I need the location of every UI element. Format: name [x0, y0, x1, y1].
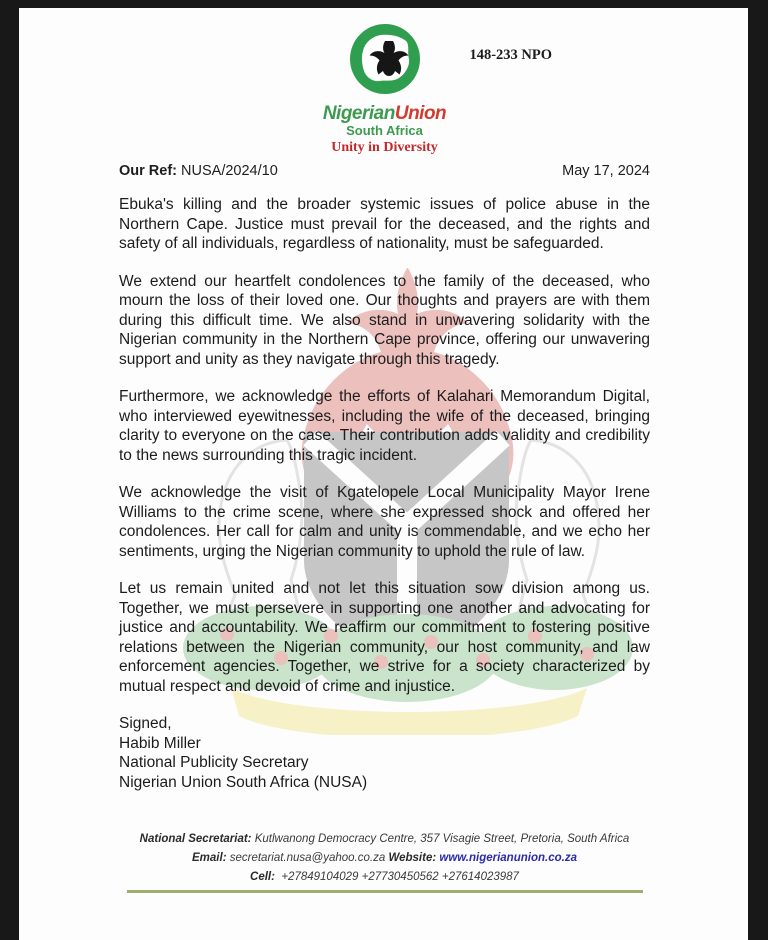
- footer-rule: [127, 890, 643, 893]
- website-url: www.nigerianunion.co.za: [439, 852, 577, 864]
- cell-line: Cell: +27849104029 +27730450562 +27614023987: [250, 871, 519, 883]
- signatory-title: National Publicity Secretary: [119, 754, 309, 771]
- letterhead: [119, 8, 650, 155]
- paragraph-1: Ebuka's killing and the broader systemic issues of police abuse in the Northern Cape. Justice must prevail for the deceased, and the rights and safety of all individuals, regardless of nationality, must be safeguarded.: [119, 196, 650, 252]
- nusa-logo-emblem: [349, 23, 421, 95]
- signatory-name: Habib Miller: [119, 734, 201, 752]
- npo-number: 148-233 NPO: [469, 47, 552, 63]
- letter-footer: [119, 830, 650, 893]
- org-motto: Unity in Diversity: [331, 140, 438, 155]
- email-address: secretariat.nusa@yahoo.co.za: [229, 852, 386, 864]
- paragraph-3: Furthermore, we acknowledge the efforts of Kalahari Memorandum Digital, who interviewed eyewitnesses, including the wife of the deceased, bringing clarity to everyone on the case. Their contribution adds validity and credibility to the news surrounding this tragic incident.: [119, 388, 650, 464]
- our-ref: Our Ref: NUSA/2024/10: [119, 163, 278, 179]
- secretariat-line: National Secretariat: Kutlwanong Democracy Centre, 357 Visagie Street, Pretoria, South Africa: [139, 833, 630, 845]
- letter-page: [19, 8, 748, 940]
- signature-block: [119, 714, 650, 792]
- letter-body: [119, 195, 650, 696]
- paragraph-5: Let us remain united and not let this situation sow division among us. Together, we must persevere in supporting one another and advocating for justice and accountability. We reaffirm our commitment to fostering positive relations between the Nigerian community, our host community, and law enforcement agencies. Together, we strive for a society characterized by mutual respect and devoid of crime and injustice.: [119, 580, 650, 695]
- reference-row: [119, 163, 650, 179]
- paragraph-2: We extend our heartfelt condolences to the family of the deceased, who mourn the loss of their loved one. Our thoughts and prayers are with them during this difficult time. We also stand in unwavering solidarity with the Nigerian community in the Northern Cape province, offering our unwavering support and unity as they navigate through this tragedy.: [119, 272, 650, 368]
- org-subtitle: South Africa: [346, 123, 423, 138]
- signatory-org: Nigerian Union South Africa (NUSA): [119, 773, 368, 791]
- paragraph-4: We acknowledge the visit of Kgatelopele Local Municipality Mayor Irene Williams to the crime scene, where she expressed shock and offered her condolences. Her call for calm and unity is commendable, and we echo her sentiments, urging the Nigerian community to uphold the rule of law.: [119, 484, 650, 560]
- letter-date: May 17, 2024: [562, 163, 650, 179]
- org-name: NigerianUnion: [322, 103, 447, 124]
- contact-line: Email: secretariat.nusa@yahoo.co.za Website: www.nigerianunion.co.za: [192, 852, 577, 864]
- signed-label: Signed,: [119, 715, 172, 732]
- phone-numbers: +27849104029 +27730450562 +27614023987: [281, 871, 519, 883]
